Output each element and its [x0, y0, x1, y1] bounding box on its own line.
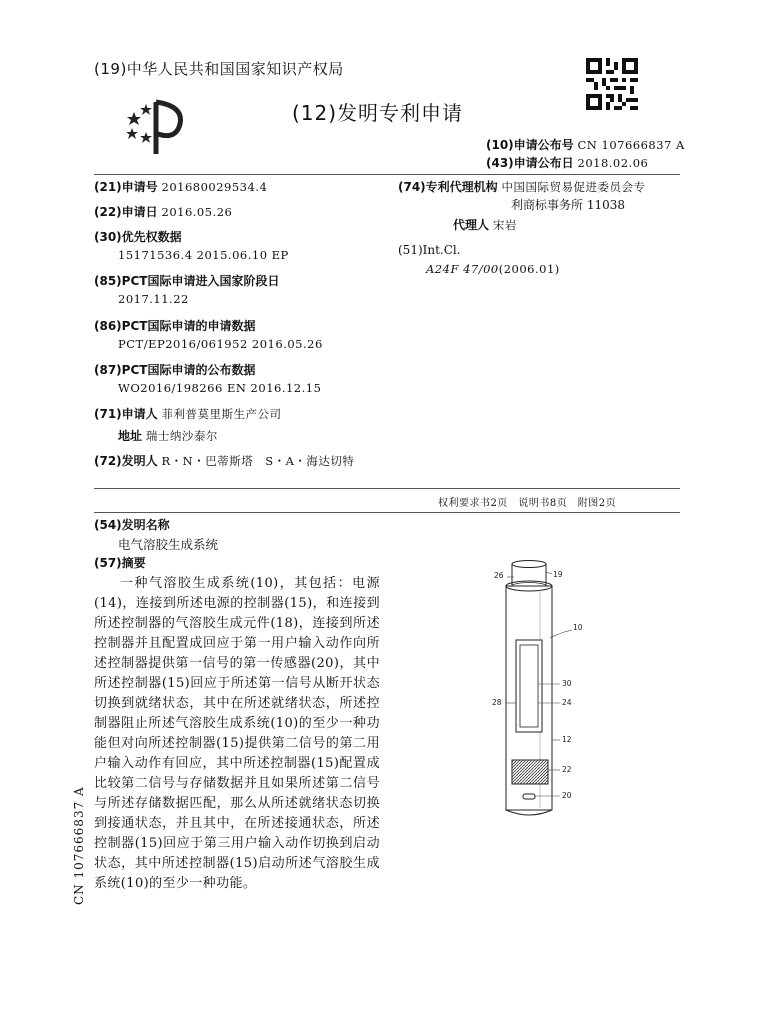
- agency-value: 中国国际贸易促进委员会专: [501, 180, 646, 194]
- field-label: (71)申请人: [94, 407, 158, 421]
- int-cl-code: A24F 47/00: [426, 262, 499, 276]
- abstract-label: (57)摘要: [94, 556, 146, 570]
- abstract-divider: [94, 512, 680, 513]
- application-number-row: [94, 178, 267, 196]
- side-publication-number: CN 107666837 A: [72, 786, 86, 905]
- field-label: (72)发明人: [94, 454, 158, 468]
- field-value: 2016.05.26: [161, 205, 233, 219]
- figure-label: 12: [562, 735, 572, 744]
- invention-name: 电气溶胶生成系统: [118, 537, 219, 552]
- invention-name-label: (54)发明名称: [94, 518, 170, 532]
- field-value: 瑞士纳沙泰尔: [145, 429, 218, 443]
- agent-row: [453, 216, 517, 234]
- publication-date-value: 2018.02.06: [577, 156, 649, 170]
- figure-label: 24: [562, 698, 572, 707]
- field-label: (86)PCT国际申请的申请数据: [94, 319, 256, 333]
- field-value: R・N・巴蒂斯塔 S・A・海达切特: [161, 454, 355, 468]
- agency-value-cont: 利商标事务所 11038: [511, 198, 625, 212]
- header-divider: [94, 174, 680, 175]
- agency-row: [398, 178, 680, 196]
- field-label: 地址: [118, 429, 143, 443]
- field-label: (21)申请号: [94, 180, 158, 194]
- int-cl-row: [426, 260, 560, 278]
- agency-label: (74)专利代理机构: [398, 180, 498, 194]
- document-type-title: (12)发明专利申请: [292, 101, 464, 125]
- int-cl-label: (51)Int.Cl.: [398, 243, 461, 257]
- field-value: PCT/EP2016/061952 2016.05.26: [118, 337, 323, 351]
- publication-number-value: CN 107666837 A: [577, 138, 685, 152]
- pct-publication-row: [94, 361, 321, 397]
- figure-label: 20: [562, 791, 572, 800]
- int-cl-year: (2006.01): [498, 262, 560, 276]
- address-row: [118, 427, 218, 445]
- field-value: WO2016/198266 EN 2016.12.15: [118, 381, 322, 395]
- qr-code: [586, 58, 638, 110]
- office-name: (19)中华人民共和国国家知识产权局: [94, 60, 344, 78]
- applicant-row: [94, 405, 282, 423]
- field-label: (85)PCT国际申请进入国家阶段日: [94, 274, 280, 288]
- field-value: 2017.11.22: [118, 292, 189, 306]
- agent-value: 宋岩: [492, 218, 517, 232]
- field-value: 菲利普莫里斯生产公司: [161, 407, 282, 421]
- page-counts: 权利要求书2页 说明书8页 附图2页: [438, 498, 617, 509]
- device-figure: [480, 560, 620, 830]
- pct-national-phase-row: [94, 272, 279, 308]
- publication-number: [486, 136, 685, 154]
- figure-label: 22: [562, 765, 572, 774]
- field-label: (22)申请日: [94, 205, 158, 219]
- figure-label: 30: [562, 679, 572, 688]
- cnipa-logo: [124, 98, 188, 156]
- figure-label: 10: [573, 623, 583, 632]
- publication-number-label: (10)申请公布号: [486, 138, 574, 152]
- pct-application-row: [94, 317, 323, 353]
- publication-date-label: (43)申请公布日: [486, 156, 574, 170]
- fields-divider: [94, 488, 680, 489]
- figure-label: 28: [492, 698, 502, 707]
- priority-data-row: [94, 228, 289, 264]
- figure-label: 26: [494, 571, 504, 580]
- agent-label: 代理人: [453, 218, 490, 232]
- field-value: 15171536.4 2015.06.10 EP: [118, 248, 289, 262]
- publication-date: [486, 154, 648, 172]
- field-label: (87)PCT国际申请的公布数据: [94, 363, 256, 377]
- field-label: (30)优先权数据: [94, 230, 182, 244]
- inventor-row: [94, 452, 354, 470]
- field-value: 201680029534.4: [161, 180, 268, 194]
- application-date-row: [94, 203, 232, 221]
- abstract-text: 一种气溶胶生成系统(10)，其包括：电源(14)，连接到所述电源的控制器(15)，和连接到所述控制器的气溶胶生成元件(18)，连接到所述控制器并且配置成回应于第一用户输入动作向所述控制器提供第一信号的第一传感器(20)，其中所述控制器(15)回应于所述第一信号从断开状态切换到就绪状态，其中在所述就绪状态，所述控制器阻止所述气溶胶生成系统(10)的至少一种功能但对向所述控制器(15)提供第二信号的第二用户输入动作有回应，其中所述控制器(15)配置成比较第二信号与存储数据并且如果所述第二信号与所述存储数据匹配，那么从所述就绪状态切换到接通状态，并且其中，在所述接通状态，所述控制器(15)回应于第三用户输入动作切换到启动状态，其中所述控制器(15)启动所述气溶胶生成系统(10)的至少一种功能。: [94, 576, 380, 891]
- figure-label: 19: [553, 570, 563, 579]
